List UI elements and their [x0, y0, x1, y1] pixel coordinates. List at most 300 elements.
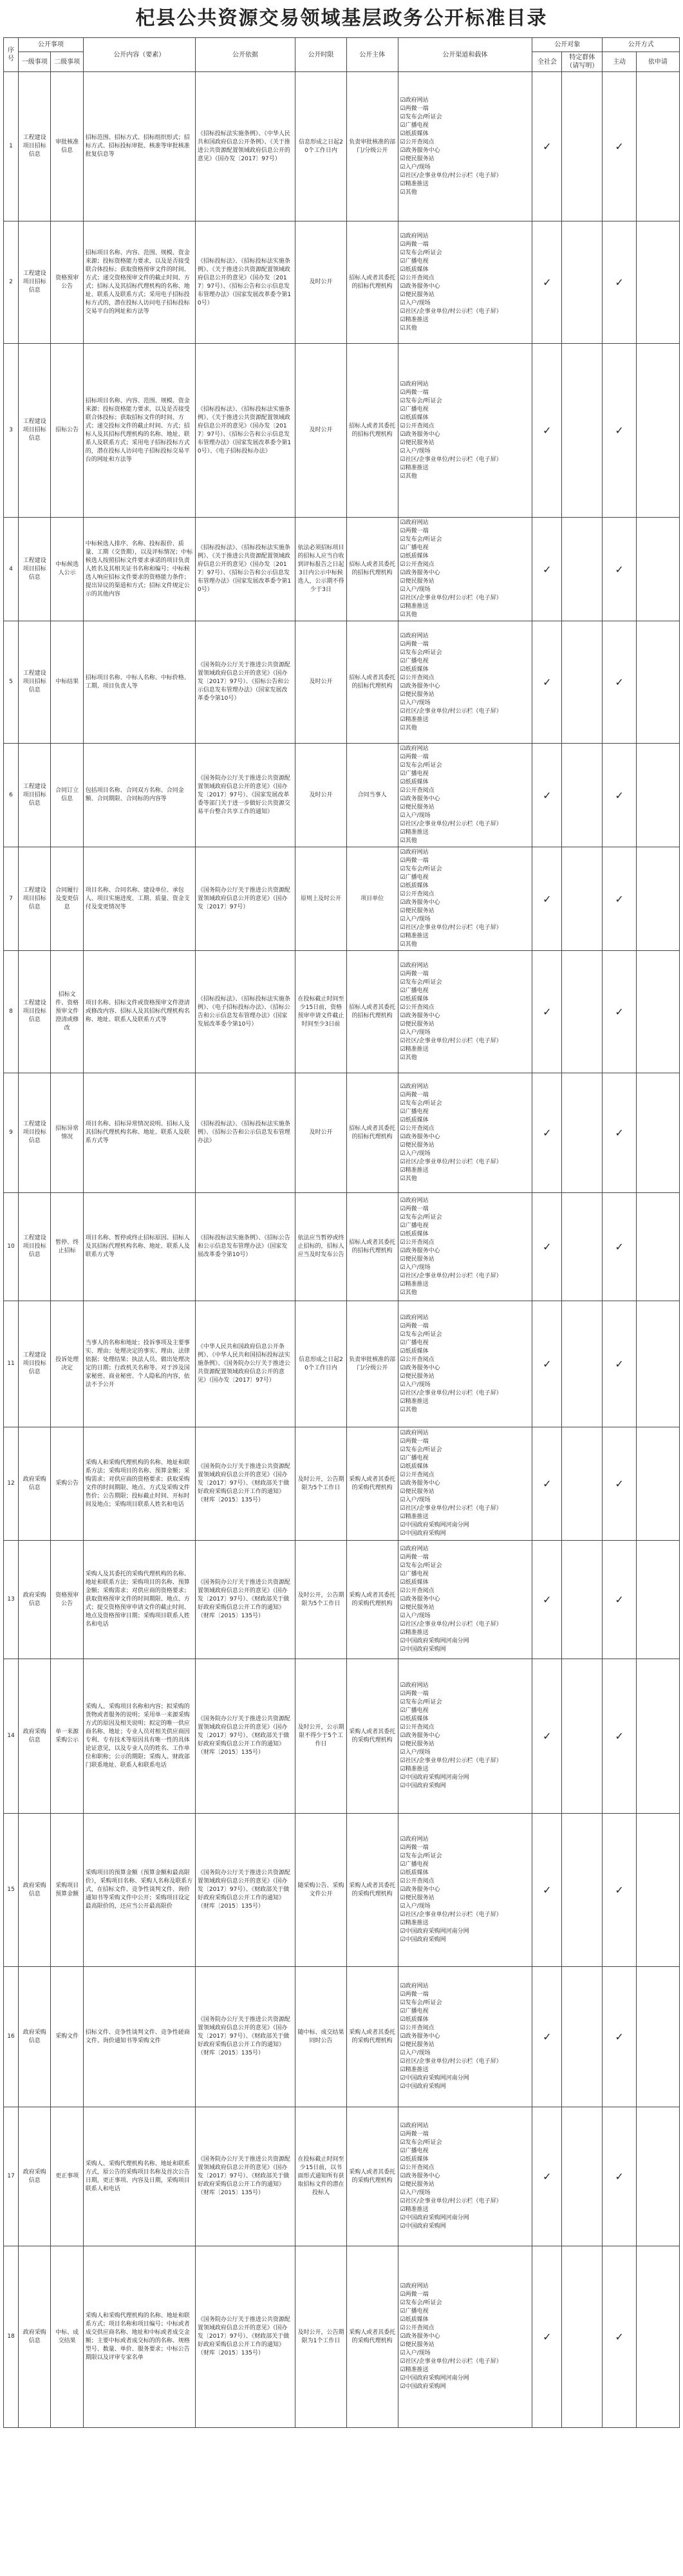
channel-item: ☑政务服务中心	[400, 283, 440, 290]
channel-item: ☑便民服务站	[400, 1489, 435, 1495]
channel-item: ☑政府网站	[400, 232, 429, 240]
row-seq: 17	[4, 2107, 19, 2246]
header-mode: 公开方式	[603, 38, 680, 52]
table-row	[4, 847, 680, 951]
table-row	[4, 1541, 680, 1659]
channel-item: ☑精准推送	[400, 1514, 429, 1520]
row-mode-request	[636, 1301, 679, 1427]
channel-item: ☑纸质媒体	[400, 779, 429, 785]
row-target-specific	[562, 1301, 603, 1427]
row-target-all-check: ✓	[532, 518, 562, 621]
table-row	[4, 1659, 680, 1814]
row-seq: 15	[4, 1814, 19, 1967]
row-subject: 采购人或者其委托的采购代理机构	[346, 1814, 398, 1967]
channel-item: ☑入户/现场	[400, 1029, 431, 1036]
row-mode-active-check: ✓	[603, 744, 636, 847]
channel-item: ☑广播电视	[400, 771, 429, 777]
row-target-all-check: ✓	[532, 1814, 562, 1967]
channel-item: ☑中国政府采购网	[400, 2383, 446, 2390]
channel-item: ☑其他	[400, 724, 417, 731]
row-seq: 1	[4, 72, 19, 221]
table-row	[4, 1814, 680, 1967]
header-content: 公开内容（要素）	[83, 38, 195, 72]
row-seq: 16	[4, 1967, 19, 2107]
channel-item: ☑政务服务中心	[400, 899, 440, 906]
row-mode-request	[636, 2107, 679, 2246]
row-channels	[398, 744, 532, 847]
table-row	[4, 1301, 680, 1427]
row-timing: 及时公开	[295, 221, 347, 344]
row-mode-request	[636, 1814, 679, 1967]
channel-item: ☑精准推送	[400, 180, 429, 187]
channel-item: ☑两微一端	[400, 1091, 429, 1098]
row-target-specific	[562, 344, 603, 518]
row-content: 项目名称、合同名称、建设单位、承包人、项目实施进度、工期、质量、资金支付及变更情况等	[83, 847, 195, 951]
channel-item: ☑其他	[400, 1175, 417, 1182]
channel-item: ☑两微一端	[400, 1205, 429, 1212]
row-mode-request	[636, 1967, 679, 2107]
row-content: 项目名称、招标文件或资格预审文件澄清或修改内容、招标人及其招标代理机构名称、地址、联系人及联系方式等	[83, 951, 195, 1073]
row-content: 招标文件、竞争性谈判文件、竞争性磋商文件、询价通知书等采购文件	[83, 1967, 195, 2107]
row-mode-request	[636, 1193, 679, 1301]
channel-item: ☑政府网站	[400, 746, 429, 752]
channel-item: ☑入户/现场	[400, 587, 431, 593]
row-seq: 3	[4, 344, 19, 518]
channel-item: ☑政务服务中心	[400, 1733, 440, 1739]
table-row	[4, 951, 680, 1073]
row-seq: 5	[4, 621, 19, 744]
channel-item: ☑社区/企事业单位/村公示栏（电子屏）	[400, 821, 502, 827]
row-basis: 《国务院办公厅关于推进公共资源配置领域政府信息公开的意见》（国办发〔2017〕97号）、《财政部关于做好政府采购信息公开工作的通知》（财库〔2015〕135号）	[195, 2107, 295, 2246]
channel-item: ☑其他	[400, 1406, 417, 1413]
channel-item: ☑发布会/听证会	[400, 979, 442, 986]
channel-item: ☑精准推送	[400, 2206, 429, 2213]
channel-item: ☑精准推送	[400, 933, 429, 939]
row-item-l2: 暂停、终止招标	[51, 1193, 83, 1301]
row-timing: 及时公开，公告期限为5个工作日	[295, 1541, 347, 1659]
channel-item: ☑两微一端	[400, 1845, 429, 1851]
row-mode-active-check: ✓	[603, 1541, 636, 1659]
table-row	[4, 1073, 680, 1193]
channel-item: ☑广播电视	[400, 874, 429, 881]
row-mode-request	[636, 744, 679, 847]
channel-item: ☑政务服务中心	[400, 147, 440, 154]
channel-item: ☑入户/现场	[400, 1749, 431, 1756]
row-seq: 13	[4, 1541, 19, 1659]
channel-item: ☑社区/企事业单位/村公示栏（电子屏）	[400, 1621, 502, 1628]
channel-item: ☑政府网站	[400, 520, 429, 526]
catalog-table	[3, 37, 680, 2428]
channel-item: ☑公开查阅点	[400, 422, 435, 429]
row-item-l1: 政府采购信息	[19, 1427, 51, 1541]
channel-item: ☑入户/现场	[400, 1381, 431, 1388]
row-subject: 合同当事人	[346, 744, 398, 847]
header-item-l1: 一级事项	[19, 52, 51, 72]
channel-item: ☑社区/企事业单位/村公示栏（电子屏）	[400, 1037, 502, 1044]
channel-item: ☑纸质媒体	[400, 1716, 429, 1722]
row-content: 包括项目名称、合同双方名称、合同金额、合同期限、合同标的内容等	[83, 744, 195, 847]
channel-item: ☑便民服务站	[400, 155, 435, 162]
channel-item: ☑其他	[400, 1054, 417, 1061]
row-item-l2: 招标文件、资格预审文件澄清或修改	[51, 951, 83, 1073]
channel-item: ☑其他	[400, 189, 417, 196]
row-target-all-check: ✓	[532, 1659, 562, 1814]
channel-item: ☑精准推送	[400, 1281, 429, 1288]
channel-item: ☑中国政府采购网	[400, 2223, 446, 2230]
channel-item: ☑社区/企事业单位/村公示栏（电子屏）	[400, 1912, 502, 1918]
row-seq: 6	[4, 744, 19, 847]
channel-item: ☑社区/企事业单位/村公示栏（电子屏）	[400, 2058, 502, 2065]
channel-item: ☑政府网站	[400, 1836, 429, 1843]
row-item-l2: 采购公告	[51, 1427, 83, 1541]
row-seq: 12	[4, 1427, 19, 1541]
channel-item: ☑其他	[400, 1289, 417, 1296]
channel-item: ☑政务服务中心	[400, 570, 440, 576]
row-target-specific	[562, 2107, 603, 2246]
channel-item: ☑公开查阅点	[400, 2165, 435, 2171]
row-basis: 《招标投标法》、《招标投标法实施条例》、《招标公告和公示信息发布管理办法》	[195, 1073, 295, 1193]
channel-item: ☑入户/现场	[400, 164, 431, 171]
channel-item: ☑公开查阅点	[400, 2325, 435, 2331]
row-mode-active-check: ✓	[603, 72, 636, 221]
row-target-specific	[562, 1659, 603, 1814]
row-item-l1: 工程建设项目投标信息	[19, 1073, 51, 1193]
row-basis: 《中华人民共和国政府信息公开条例》、《中华人民共和国招标投标法实施条例》、《国务院办公厅关于推进公共资源配置领域政府信息公开的意见》（国办发〔2017〕97号）	[195, 1301, 295, 1427]
channel-item: ☑社区/企事业单位/村公示栏（电子屏）	[400, 708, 502, 715]
channel-item: ☑发布会/听证会	[400, 536, 442, 543]
channel-item: ☑广播电视	[400, 406, 429, 413]
header-target-specific: 特定群体（请写明）	[562, 52, 603, 72]
channel-item: ☑纸质媒体	[400, 266, 429, 273]
channel-item: ☑广播电视	[400, 1222, 429, 1229]
row-item-l1: 工程建设项目招标信息	[19, 744, 51, 847]
channel-item: ☑便民服务站	[400, 1020, 435, 1028]
row-subject: 招标人或者其委托的招标代理机构	[346, 1193, 398, 1301]
row-channels	[398, 1659, 532, 1814]
channel-item: ☑两微一端	[400, 1438, 429, 1445]
channel-item: ☑政府网站	[400, 2283, 429, 2289]
row-timing: 依法必须招标项目的招标人应当自收到评标报告之日起3日内公示中标候选人，公示期不得少于3日	[295, 518, 347, 621]
row-item-l2: 招标异常情况	[51, 1073, 83, 1193]
row-channels	[398, 847, 532, 951]
channel-item: ☑广播电视	[400, 1108, 429, 1115]
channel-item: ☑精准推送	[400, 2367, 429, 2373]
channel-item: ☑发布会/听证会	[400, 866, 442, 872]
row-item-l2: 合同履行及变更信息	[51, 847, 83, 951]
channel-item: ☑便民服务站	[400, 439, 435, 446]
channel-item: ☑发布会/听证会	[400, 2000, 442, 2006]
row-mode-active-check: ✓	[603, 1301, 636, 1427]
row-subject: 采购人或者其委托的采购代理机构	[346, 1659, 398, 1814]
row-mode-request	[636, 344, 679, 518]
row-seq: 2	[4, 221, 19, 344]
row-mode-active-check: ✓	[603, 1967, 636, 2107]
channel-item: ☑广播电视	[400, 545, 429, 551]
row-subject: 招标人或者其委托的招标代理机构	[346, 221, 398, 344]
row-target-specific	[562, 518, 603, 621]
channel-item: ☑广播电视	[400, 657, 429, 664]
row-target-all-check: ✓	[532, 1193, 562, 1301]
table-row	[4, 221, 680, 344]
header-mode-active: 主动	[603, 52, 636, 72]
row-mode-active-check: ✓	[603, 518, 636, 621]
row-mode-request	[636, 1659, 679, 1814]
row-content: 采购人、采购项目名称和内容；拟采购的货物或者服务的说明；采用单一来源采购方式的原因及相关说明；拟定的唯一供应商名称、地址；专业人员对相关供应商因专利、专有技术等原因具有唯一性的具体论证意见，以及专业人员的姓名、工作单位和职称；公示的期限；采购人、财政部门联系地址、联系人和联系电话	[83, 1659, 195, 1814]
channel-item: ☑两微一端	[400, 105, 429, 112]
row-subject: 招标人或者其委托的招标代理机构	[346, 344, 398, 518]
channel-item: ☑两微一端	[400, 858, 429, 864]
channel-item: ☑公开查阅点	[400, 1356, 435, 1363]
row-timing: 信息形成之日起20个工作日内	[295, 72, 347, 221]
row-basis: 《招标投标法实施条例》、《招标公告和公示信息发布管理办法》（国家发展改革委令第10号）	[195, 1193, 295, 1301]
channel-item: ☑发布会/听证会	[400, 113, 442, 120]
channel-item: ☑发布会/听证会	[400, 762, 442, 769]
row-content: 招标项目名称、内容、范围、规模、资金来源；投标资格能力要求，以及是否接受联合体投标；获取招标文件的时间、方式；递交投标文件的截止时间、方式；招标人及其招标代理机构的名称、地址、联系人及联系方式；采用电子招标投标方式的，潜在投标人访问电子招标投标交易平台的网址和方法等	[83, 344, 195, 518]
channel-item: ☑广播电视	[400, 1455, 429, 1462]
channel-item: ☑两微一端	[400, 1691, 429, 1697]
row-mode-active-check: ✓	[603, 344, 636, 518]
channel-item: ☑政府网站	[400, 962, 429, 969]
channel-item: ☑纸质媒体	[400, 2156, 429, 2163]
row-basis: 《国务院办公厅关于推进公共资源配置领域政府信息公开的意见》（国办发〔2017〕97号）	[195, 847, 295, 951]
channel-item: ☑入户/现场	[400, 1903, 431, 1910]
row-channels	[398, 1073, 532, 1193]
row-target-specific	[562, 1814, 603, 1967]
table-body	[4, 72, 680, 2428]
channel-item: ☑入户/现场	[400, 1150, 431, 1157]
channel-item: ☑广播电视	[400, 1339, 429, 1346]
channel-item: ☑两微一端	[400, 754, 429, 760]
channel-item: ☑便民服务站	[400, 1142, 435, 1149]
channel-item: ☑入户/现场	[400, 1497, 431, 1503]
row-timing: 及时公开，公告期限为1个工作日	[295, 2246, 347, 2428]
channel-item: ☑两微一端	[400, 1991, 429, 1998]
row-target-specific	[562, 1427, 603, 1541]
channel-item: ☑精准推送	[400, 2067, 429, 2073]
channel-item: ☑精准推送	[400, 464, 429, 471]
row-channels	[398, 951, 532, 1073]
row-subject: 负责审批核准的部门/分级公开	[346, 1301, 398, 1427]
row-target-all-check: ✓	[532, 1073, 562, 1193]
channel-item: ☑纸质媒体	[400, 1870, 429, 1876]
channel-item: ☑广播电视	[400, 1571, 429, 1577]
channel-item: ☑精准推送	[400, 1167, 429, 1174]
channel-item: ☑发布会/听证会	[400, 2139, 442, 2146]
row-item-l1: 工程建设项目投标信息	[19, 1193, 51, 1301]
channel-item: ☑广播电视	[400, 2148, 429, 2154]
row-target-all-check: ✓	[532, 344, 562, 518]
row-item-l2: 中标、成交结果	[51, 2246, 83, 2428]
row-seq: 9	[4, 1073, 19, 1193]
row-item-l1: 工程建设项目投标信息	[19, 1301, 51, 1427]
row-target-all-check: ✓	[532, 951, 562, 1073]
channel-item: ☑入户/现场	[400, 2350, 431, 2356]
row-content: 招标项目名称、中标人名称、中标价格、工期、项目负责人等	[83, 621, 195, 744]
channel-item: ☑其他	[400, 473, 417, 480]
header-mode-request: 依申请	[636, 52, 679, 72]
channel-item: ☑两微一端	[400, 528, 429, 534]
channel-item: ☑两微一端	[400, 1322, 429, 1330]
channel-item: ☑政务服务中心	[400, 2333, 440, 2340]
table-row	[4, 1193, 680, 1301]
row-timing: 依法应当暂停或终止招标的，招标人应当及时发布公告	[295, 1193, 347, 1301]
row-seq: 14	[4, 1659, 19, 1814]
row-target-specific	[562, 621, 603, 744]
row-mode-active-check: ✓	[603, 1193, 636, 1301]
channel-item: ☑入户/现场	[400, 2190, 431, 2196]
row-channels	[398, 221, 532, 344]
channel-item: ☑入户/现场	[400, 2050, 431, 2056]
row-mode-active-check: ✓	[603, 951, 636, 1073]
channel-item: ☑社区/企事业单位/村公示栏（电子屏）	[400, 2198, 502, 2205]
channel-item: ☑政府网站	[400, 1682, 429, 1689]
row-item-l1: 政府采购信息	[19, 1541, 51, 1659]
row-item-l2: 中标候选人公示	[51, 518, 83, 621]
channel-item: ☑公开查阅点	[400, 274, 435, 281]
table-row	[4, 518, 680, 621]
row-mode-request	[636, 1541, 679, 1659]
row-basis: 《国务院办公厅关于推进公共资源配置领域政府信息公开的意见》（国办发〔2017〕97号）、《财政部关于做好政府采购信息公开工作的通知》（财库〔2015〕135号）	[195, 2246, 295, 2428]
channel-item: ☑便民服务站	[400, 691, 435, 698]
channel-item: ☑其他	[400, 941, 417, 948]
row-mode-active-check: ✓	[603, 221, 636, 344]
channel-item: ☑中国政府采购网河南分网	[400, 1928, 469, 1935]
row-item-l2: 资格预审公告	[51, 221, 83, 344]
channel-item: ☑其他	[400, 324, 417, 332]
row-basis: 《国务院办公厅关于推进公共资源配置领域政府信息公开的意见》（国办发〔2017〕97号）、《财政部关于做好政府采购信息公开工作的通知》（财库〔2015〕135号）	[195, 1814, 295, 1967]
row-item-l2: 合同订立信息	[51, 744, 83, 847]
row-basis: 《招标投标法》、《招标投标法实施条例》、《电子招标投标办法》、《招标公告和公示信息发布管理办法》（国家发展改革委令第10号）	[195, 951, 295, 1073]
channel-item: ☑广播电视	[400, 987, 429, 994]
row-channels	[398, 1193, 532, 1301]
channel-item: ☑发布会/听证会	[400, 2300, 442, 2306]
table-row	[4, 1967, 680, 2107]
channel-item: ☑发布会/听证会	[400, 249, 442, 256]
channel-item: ☑精准推送	[400, 316, 429, 323]
row-item-l1: 工程建设项目招标信息	[19, 621, 51, 744]
header-timing: 公开时限	[295, 38, 347, 72]
row-mode-active-check: ✓	[603, 2246, 636, 2428]
row-basis: 《国务院办公厅关于推进公共资源配置领域政府信息公开的意见》（国办发〔2017〕97号）、《招标公告和公示信息发布管理办法》（国家发展改革委令第10号）	[195, 621, 295, 744]
row-timing: 在投标截止时间至少15日前，以书面形式通知所有获取招标文件的潜在投标人	[295, 2107, 347, 2246]
channel-item: ☑纸质媒体	[400, 553, 429, 559]
channel-item: ☑社区/企事业单位/村公示栏（电子屏）	[400, 456, 502, 463]
row-timing: 及时公开	[295, 1073, 347, 1193]
row-mode-request	[636, 951, 679, 1073]
channel-item: ☑纸质媒体	[400, 1579, 429, 1586]
row-timing: 及时公开	[295, 344, 347, 518]
channel-item: ☑政务服务中心	[400, 796, 440, 802]
channel-item: ☑政府网站	[400, 1083, 429, 1090]
row-item-l1: 工程建设项目招标信息	[19, 344, 51, 518]
row-seq: 18	[4, 2246, 19, 2428]
channel-item: ☑精准推送	[400, 1920, 429, 1926]
row-target-all-check: ✓	[532, 221, 562, 344]
row-timing: 随采购公告、采购文件公开	[295, 1814, 347, 1967]
channel-item: ☑精准推送	[400, 1766, 429, 1772]
channel-item: ☑入户/现场	[400, 1613, 431, 1619]
row-timing: 及时公开，公示期限不得少于5个工作日	[295, 1659, 347, 1814]
row-target-specific	[562, 72, 603, 221]
channel-item: ☑政府网站	[400, 1983, 429, 1989]
row-subject: 招标人或者其委托的招标代理机构	[346, 518, 398, 621]
row-item-l2: 单一来源采购公示	[51, 1659, 83, 1814]
channel-item: ☑便民服务站	[400, 1741, 435, 1747]
channel-item: ☑中国政府采购网	[400, 2083, 446, 2090]
row-target-specific	[562, 951, 603, 1073]
channel-item: ☑两微一端	[400, 2131, 429, 2138]
row-target-specific	[562, 744, 603, 847]
channel-item: ☑纸质媒体	[400, 130, 429, 137]
channel-item: ☑社区/企事业单位/村公示栏（电子屏）	[400, 308, 502, 315]
channel-item: ☑公开查阅点	[400, 1125, 435, 1132]
channel-item: ☑社区/企事业单位/村公示栏（电子屏）	[400, 1158, 502, 1165]
row-subject: 招标人或者其委托的招标代理机构	[346, 621, 398, 744]
row-content: 当事人的名称和地址；投诉事项及主要事实、理由；处理决定的事实、理由、法律依据；处理结果；执法人员、做出处理决定的日期；行政机关名称等。对于涉及国家秘密、商业秘密、个人隐私的内容，依法不予公开	[83, 1301, 195, 1427]
row-target-specific	[562, 847, 603, 951]
channel-item: ☑公开查阅点	[400, 787, 435, 794]
channel-item: ☑发布会/听证会	[400, 1563, 442, 1569]
channel-item: ☑纸质媒体	[400, 1116, 429, 1123]
channel-item: ☑公开查阅点	[400, 138, 435, 146]
row-target-specific	[562, 221, 603, 344]
row-basis: 《招标投标法》、《招标投标法实施条例》、《关于推进公共资源配置领域政府信息公开的意见》（国办发〔2017〕97号）、《招标公告和公示信息发布管理办法》（国家发展改革委令第10号）、《电子招标投标办法》	[195, 344, 295, 518]
row-channels	[398, 621, 532, 744]
row-mode-request	[636, 621, 679, 744]
channel-item: ☑政务服务中心	[400, 1886, 440, 1893]
row-item-l1: 政府采购信息	[19, 1659, 51, 1814]
row-subject: 招标人或者其委托的招标代理机构	[346, 951, 398, 1073]
channel-item: ☑社区/企事业单位/村公示栏（电子屏）	[400, 1272, 502, 1279]
channel-item: ☑政务服务中心	[400, 1133, 440, 1140]
row-subject: 负责审批核准的部门/分级公开	[346, 72, 398, 221]
channel-item: ☑公开查阅点	[400, 1239, 435, 1246]
row-item-l2: 采购文件	[51, 1967, 83, 2107]
header-basis: 公开依据	[195, 38, 295, 72]
row-timing: 及时公开	[295, 744, 347, 847]
channel-item: ☑入户/现场	[400, 699, 431, 706]
channel-item: ☑社区/企事业单位/村公示栏（电子屏）	[400, 1389, 502, 1396]
channel-item: ☑便民服务站	[400, 2181, 435, 2188]
row-subject: 采购人或者其委托的采购代理机构	[346, 1427, 398, 1541]
row-item-l1: 政府采购信息	[19, 1967, 51, 2107]
channel-item: ☑中国政府采购网河南分网	[400, 2075, 469, 2082]
row-content: 招标项目名称、内容、范围、规模、资金来源；投标资格能力要求，以及是否接受联合体投标；获取资格预审文件的时间、方式；递交资格预审文件的截止时间、方式；招标人及其招标代理机构的名称、地址、联系人及联系方式；采用电子招标投标方式的，潜在投标人访问电子招标投标交易平台的网址和方法等	[83, 221, 195, 344]
table-row	[4, 744, 680, 847]
row-mode-active-check: ✓	[603, 1659, 636, 1814]
channel-item: ☑社区/企事业单位/村公示栏（电子屏）	[400, 172, 502, 179]
row-target-all-check: ✓	[532, 1541, 562, 1659]
channel-item: ☑纸质媒体	[400, 883, 429, 889]
channel-item: ☑社区/企事业单位/村公示栏（电子屏）	[400, 595, 502, 601]
channel-item: ☑纸质媒体	[400, 1348, 429, 1355]
channel-item: ☑中国政府采购网河南分网	[400, 1774, 469, 1781]
row-mode-request	[636, 1427, 679, 1541]
channel-item: ☑发布会/听证会	[400, 1853, 442, 1859]
row-mode-request	[636, 518, 679, 621]
channel-item: ☑公开查阅点	[400, 1878, 435, 1885]
channel-item: ☑纸质媒体	[400, 666, 429, 673]
row-channels	[398, 72, 532, 221]
channel-item: ☑两微一端	[400, 389, 429, 396]
header-channel: 公开渠道和载体	[398, 38, 532, 72]
row-mode-active-check: ✓	[603, 1814, 636, 1967]
channel-item: ☑纸质媒体	[400, 995, 429, 1002]
row-mode-request	[636, 72, 679, 221]
table-row	[4, 72, 680, 221]
channel-item: ☑政务服务中心	[400, 1480, 440, 1487]
channel-item: ☑政府网站	[400, 381, 429, 388]
